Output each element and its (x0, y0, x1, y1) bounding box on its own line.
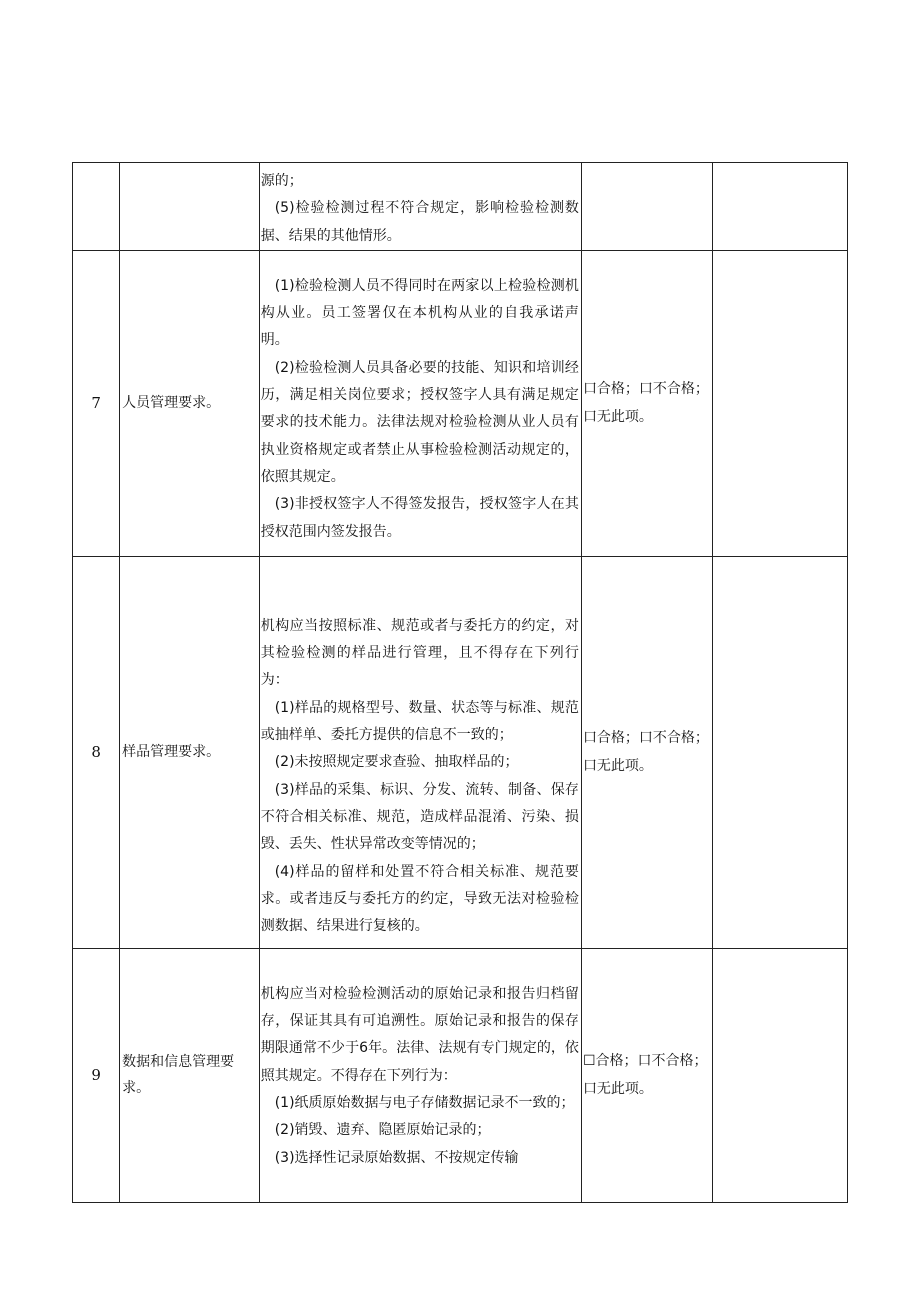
result-options: 口合格；口不合格；口无此项。 (581, 556, 713, 948)
note-cell (713, 250, 848, 556)
item-name: 数据和信息管理要求。 (120, 948, 260, 1202)
item-name: 样品管理要求。 (120, 556, 260, 948)
requirement-text (259, 163, 581, 251)
result-options: 口合格；口不合格；口无此项。 (581, 250, 713, 556)
table-row (73, 556, 848, 948)
row-number: 8 (73, 556, 120, 948)
requirement-paragraph: (2)未按照规定要求查验、抽取样品的； (274, 754, 519, 771)
requirement-paragraph: (2)销毁、遗弃、隐匿原始记录的； (274, 1122, 491, 1139)
requirement-paragraph: 机构应当按照标准、规范或者与委托方的约定，对其检验检测的样品进行管理，且不得存在下列行为： (260, 617, 579, 689)
row-number: 9 (73, 948, 120, 1202)
result-options: ☐合格；口不合格；口无此项。 (581, 948, 713, 1202)
requirement-text (259, 556, 581, 948)
note-cell (713, 948, 848, 1202)
result-options (581, 163, 713, 251)
requirement-text (259, 250, 581, 556)
table-body (73, 163, 848, 1203)
row-number (73, 163, 120, 251)
note-cell (713, 163, 848, 251)
row-number: 7 (73, 250, 120, 556)
requirement-paragraph: (1)样品的规格型号、数量、状态等与标准、规范或抽样单、委托方提供的信息不一致的； (260, 699, 579, 744)
requirement-paragraph: (1)纸质原始数据与电子存储数据记录不一致的； (274, 1095, 575, 1112)
requirement-paragraph: (3)选择性记录原始数据、不按规定传输 (274, 1149, 519, 1166)
requirement-paragraph: (3)非授权签字人不得签发报告，授权签字人在其授权范围内签发报告。 (260, 496, 579, 540)
requirement-paragraph: 机构应当对检验检测活动的原始记录和报告归档留存，保证其具有可追溯性。原始记录和报告的保存期限通常不少于6年。法律、法规有专门规定的，依照其规定。不得存在下列行为： (260, 985, 579, 1084)
item-name: 人员管理要求。 (120, 250, 260, 556)
requirement-paragraph: 源的； (260, 173, 303, 189)
item-name (120, 163, 260, 251)
requirement-paragraph: (1)检验检测人员不得同时在两家以上检验检测机构从业。员工签署仅在本机构从业的自我承诺声明。 (260, 277, 579, 349)
inspection-checklist-table (72, 162, 848, 1203)
note-cell (713, 556, 848, 948)
table-row (73, 163, 848, 251)
requirement-paragraph: (2)检验检测人员具备必要的技能、知识和培训经历，满足相关岗位要求；授权签字人具有满足规定要求的技术能力。法律法规对检验检测从业人员有执业资格规定或者禁止从事检验检测活动规定的，依照其规定。 (260, 359, 579, 485)
requirement-paragraph: (5)检验检测过程不符合规定，影响检验检测数据、结果的其他情形。 (260, 200, 579, 244)
table-row (73, 948, 848, 1202)
table-row (73, 250, 848, 556)
requirement-text (259, 948, 581, 1202)
requirement-paragraph: (4)样品的留样和处置不符合相关标准、规范要求。或者违反与委托方的约定，导致无法对检验检测数据、结果进行复核的。 (260, 863, 579, 935)
requirement-paragraph: (3)样品的采集、标识、分发、流转、制备、保存不符合相关标准、规范，造成样品混淆、污染、损毁、丢失、性状异常改变等情况的； (260, 781, 579, 853)
